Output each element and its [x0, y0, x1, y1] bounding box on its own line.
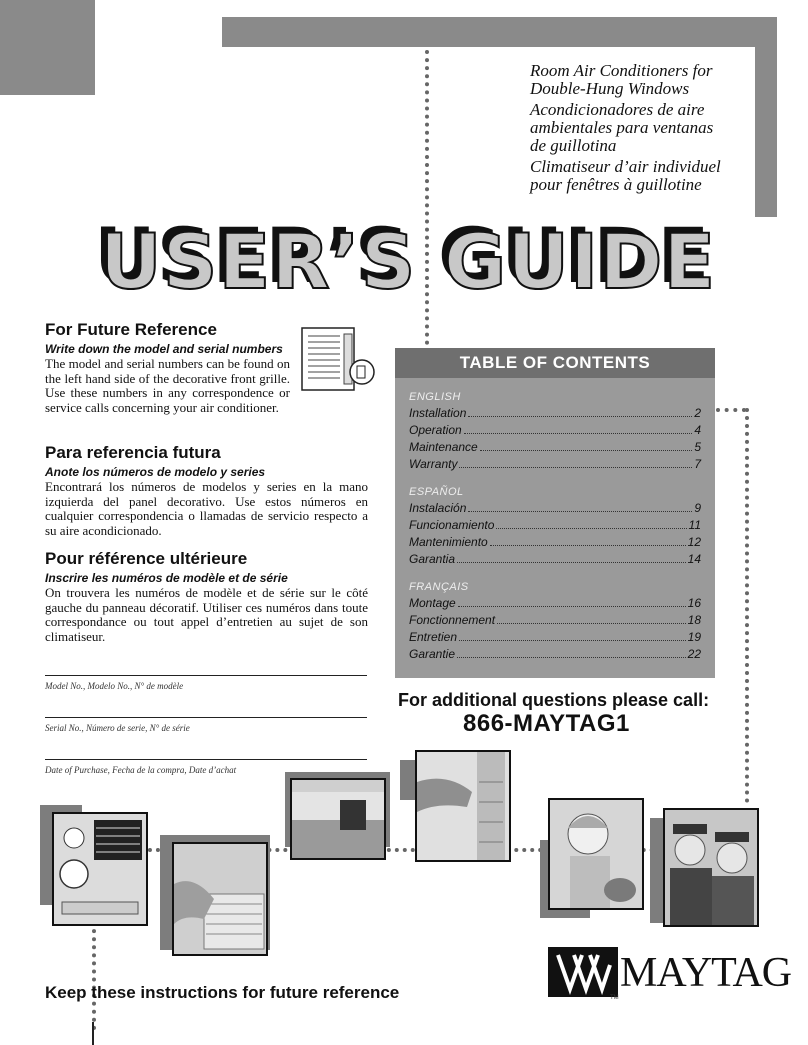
child-photo	[548, 798, 644, 910]
toc-section-spanish: ESPAÑOL	[409, 486, 464, 498]
reference-body: Encontrará los números de modelos y series en la mano izquierda del panel decorativo. Use estos números en cualquier correspondencia o llamadas de servicio respecto a su aire acondicionado.	[45, 479, 368, 538]
reference-heading: Para referencia futura	[45, 443, 221, 462]
rule	[92, 1022, 94, 1045]
toc-item[interactable]: Operation 4	[409, 423, 701, 437]
toc-item[interactable]: Funcionamiento 11	[409, 518, 701, 532]
toc-item[interactable]: Garantie 22	[409, 647, 701, 661]
right-band	[755, 17, 777, 217]
product-titles	[530, 62, 755, 197]
filter-photo	[290, 778, 386, 860]
purchase-date-label: Date of Purchase, Fecha de la compra, Date d’achat	[45, 765, 237, 775]
reference-heading: For Future Reference	[45, 320, 217, 339]
grille-illustration	[300, 326, 380, 394]
reference-body: On trouvera les numéros de modèle et de série sur le côté gauche du panneau décoratif. Utiliser ces numéros dans toute correspondance ou tout appel d’entretien au sujet de son climatiseur.	[45, 585, 368, 644]
control-panel-icon	[54, 814, 146, 924]
front-grille-photo	[172, 842, 268, 956]
purchase-date-line	[45, 759, 367, 760]
toc-item[interactable]: Entretien 19	[409, 630, 701, 644]
toc-title: TABLE OF CONTENTS	[395, 348, 715, 378]
dotted-rule	[745, 408, 749, 803]
window-install-icon	[417, 752, 509, 860]
title-spanish: Acondicionadores de aire ambientales para ventanas de guillotina	[530, 100, 714, 155]
maytag-repairmen-photo	[663, 808, 759, 927]
repairmen-icon	[665, 810, 757, 925]
toc-item[interactable]: Montage 16	[409, 596, 701, 610]
contact-line: For additional questions please call:	[398, 690, 710, 710]
users-guide-title: USER’S GUIDE	[100, 217, 717, 306]
toc-item[interactable]: Mantenimiento 12	[409, 535, 701, 549]
air-conditioner-grille-icon	[300, 326, 380, 394]
footer-note: Keep these instructions for future reference	[45, 983, 400, 1002]
toc-item[interactable]: Maintenance 5	[409, 440, 701, 454]
reference-subheading: Write down the model and serial numbers	[45, 342, 283, 356]
dotted-rule	[716, 408, 746, 412]
serial-number-line	[45, 717, 367, 718]
window-install-photo	[415, 750, 511, 862]
control-panel-photo	[52, 812, 148, 926]
hand-grille-icon	[174, 844, 266, 954]
phone-number[interactable]: 866-MAYTAG1	[463, 710, 630, 737]
model-number-label: Model No., Modelo No., N° de modèle	[45, 681, 184, 691]
toc-section-english: ENGLISH	[409, 391, 461, 403]
toc-item[interactable]: Instalación 9	[409, 501, 701, 515]
corner-block	[0, 0, 95, 95]
serial-number-label: Serial No., Número de serie, N° de série	[45, 723, 190, 733]
maytag-emblem-icon	[548, 947, 618, 997]
filter-icon	[292, 780, 384, 858]
toc-item[interactable]: Garantia 14	[409, 552, 701, 566]
reference-heading: Pour référence ultérieure	[45, 549, 248, 568]
reference-subheading: Inscrire les numéros de modèle et de série	[45, 571, 288, 585]
toc-item[interactable]: Fonctionnement 18	[409, 613, 701, 627]
reference-english	[45, 320, 290, 415]
reference-body: The model and serial numbers can be found on the left hand side of the decorative front grille. Use these numbers in any correspondence or service calls concerning your air conditioner.	[45, 356, 290, 415]
title-french: Climatiseur d’air individuel pour fenêtres à guillotine	[530, 157, 721, 194]
top-band	[222, 17, 777, 47]
maytag-wordmark: MAYTAG	[620, 950, 792, 996]
reference-subheading: Anote los números de modelo y series	[45, 465, 266, 479]
reference-french	[45, 549, 368, 644]
child-dog-icon	[550, 800, 642, 908]
toc-item[interactable]: Installation 2	[409, 406, 701, 420]
reference-spanish	[45, 443, 368, 538]
toc-section-french: FRANÇAIS	[409, 581, 469, 593]
table-of-contents	[395, 348, 715, 678]
toc-item[interactable]: Warranty 7	[409, 457, 701, 471]
maytag-logo	[548, 945, 792, 1005]
trademark-mark: TM	[610, 995, 619, 1001]
title-english: Room Air Conditioners for Double-Hung Windows	[530, 61, 713, 98]
model-number-line	[45, 675, 367, 676]
